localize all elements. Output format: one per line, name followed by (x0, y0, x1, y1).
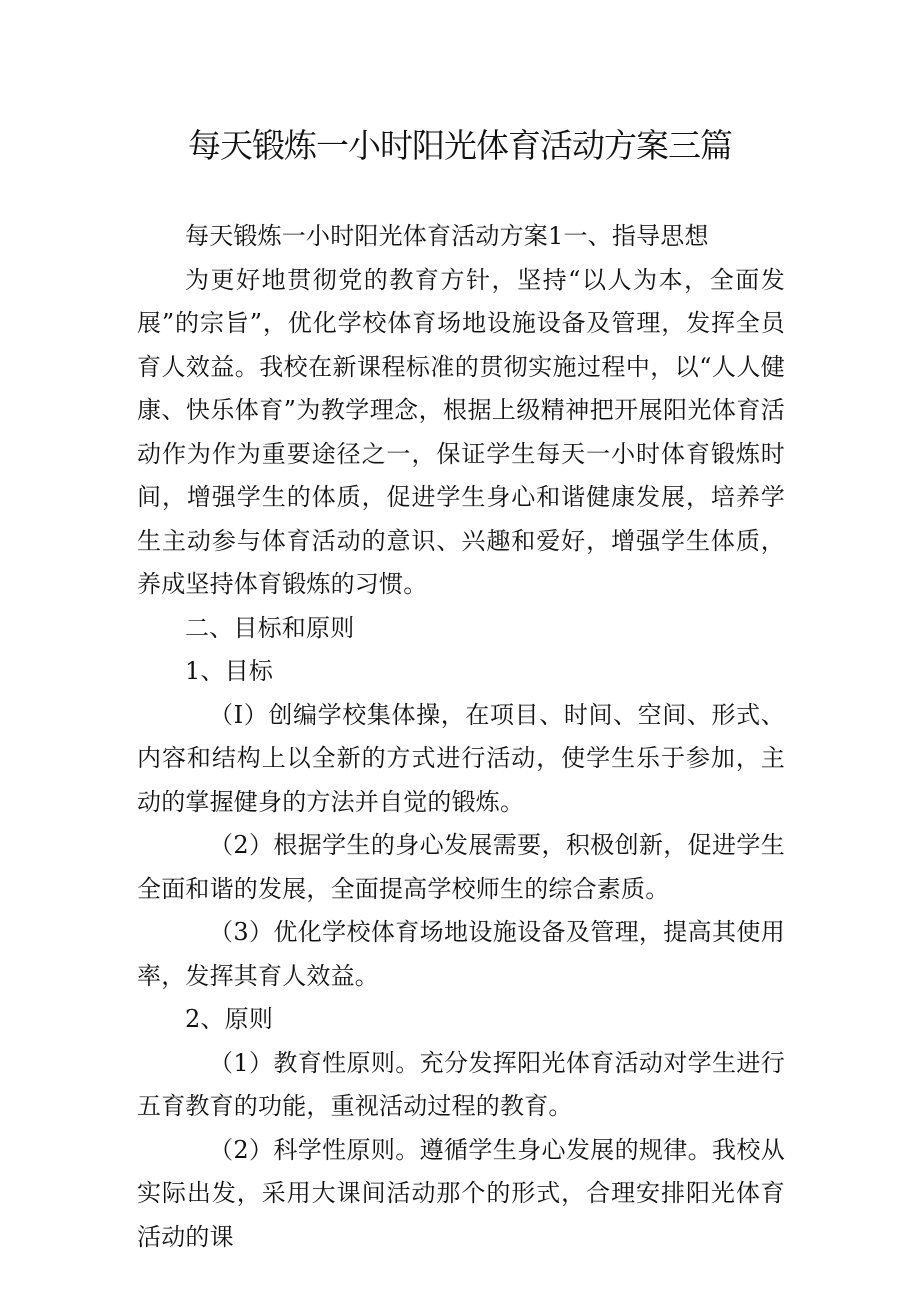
paragraph-principle-1: （1）教育性原则。充分发挥阳光体育活动对学生进行五育教育的功能，重视活动过程的教育。 (137, 1048, 785, 1120)
paragraph-section-heading: 每天锻炼一小时阳光体育活动方案1一、指导思想 (185, 222, 709, 250)
paragraph-goal-2: （2）根据学生的身心发展需要，积极创新，促进学生全面和谐的发展，全面提高学校师生的综合素质。 (137, 831, 785, 903)
document-body (137, 215, 785, 1259)
paragraph-principles-heading: 2、原则 (185, 1005, 274, 1033)
paragraph-goals-heading: 1、目标 (185, 657, 274, 685)
paragraph-goal-3: （3）优化学校体育场地设施设备及管理，提高其使用率，发挥其育人效益。 (137, 918, 785, 990)
paragraph-guiding-ideology: 为更好地贯彻党的教育方针，坚持“以人为本，全面发展”的宗旨”，优化学校体育场地设施设备及管理，发挥全员育人效益。我校在新课程标准的贯彻实施过程中，以“人人健康、快乐体育”为教学理念，根据上级精神把开展阳光体育活动作为作为重要途径之一，保证学生每天一小时体育锻炼时间，增强学生的体质，促进学生身心和谐健康发展，培养学生主动参与体育活动的意识、兴趣和爱好，增强学生体质，养成坚持体育锻炼的习惯。 (137, 265, 785, 598)
document-title: 每天锻炼一小时阳光体育活动方案三篇 (188, 126, 732, 165)
paragraph-principle-2: （2）科学性原则。遵循学生身心发展的规律。我校从实际出发，采用大课间活动那个的形式，合理安排阳光体育活动的课 (137, 1135, 785, 1251)
paragraph-goals-principles-heading: 二、目标和原则 (185, 613, 355, 642)
paragraph-goal-1: （I）创编学校集体操，在项目、时间、空间、形式、内容和结构上以全新的方式进行活动，使学生乐于参加，主动的掌握健身的方法并自觉的锻炼。 (137, 700, 785, 816)
